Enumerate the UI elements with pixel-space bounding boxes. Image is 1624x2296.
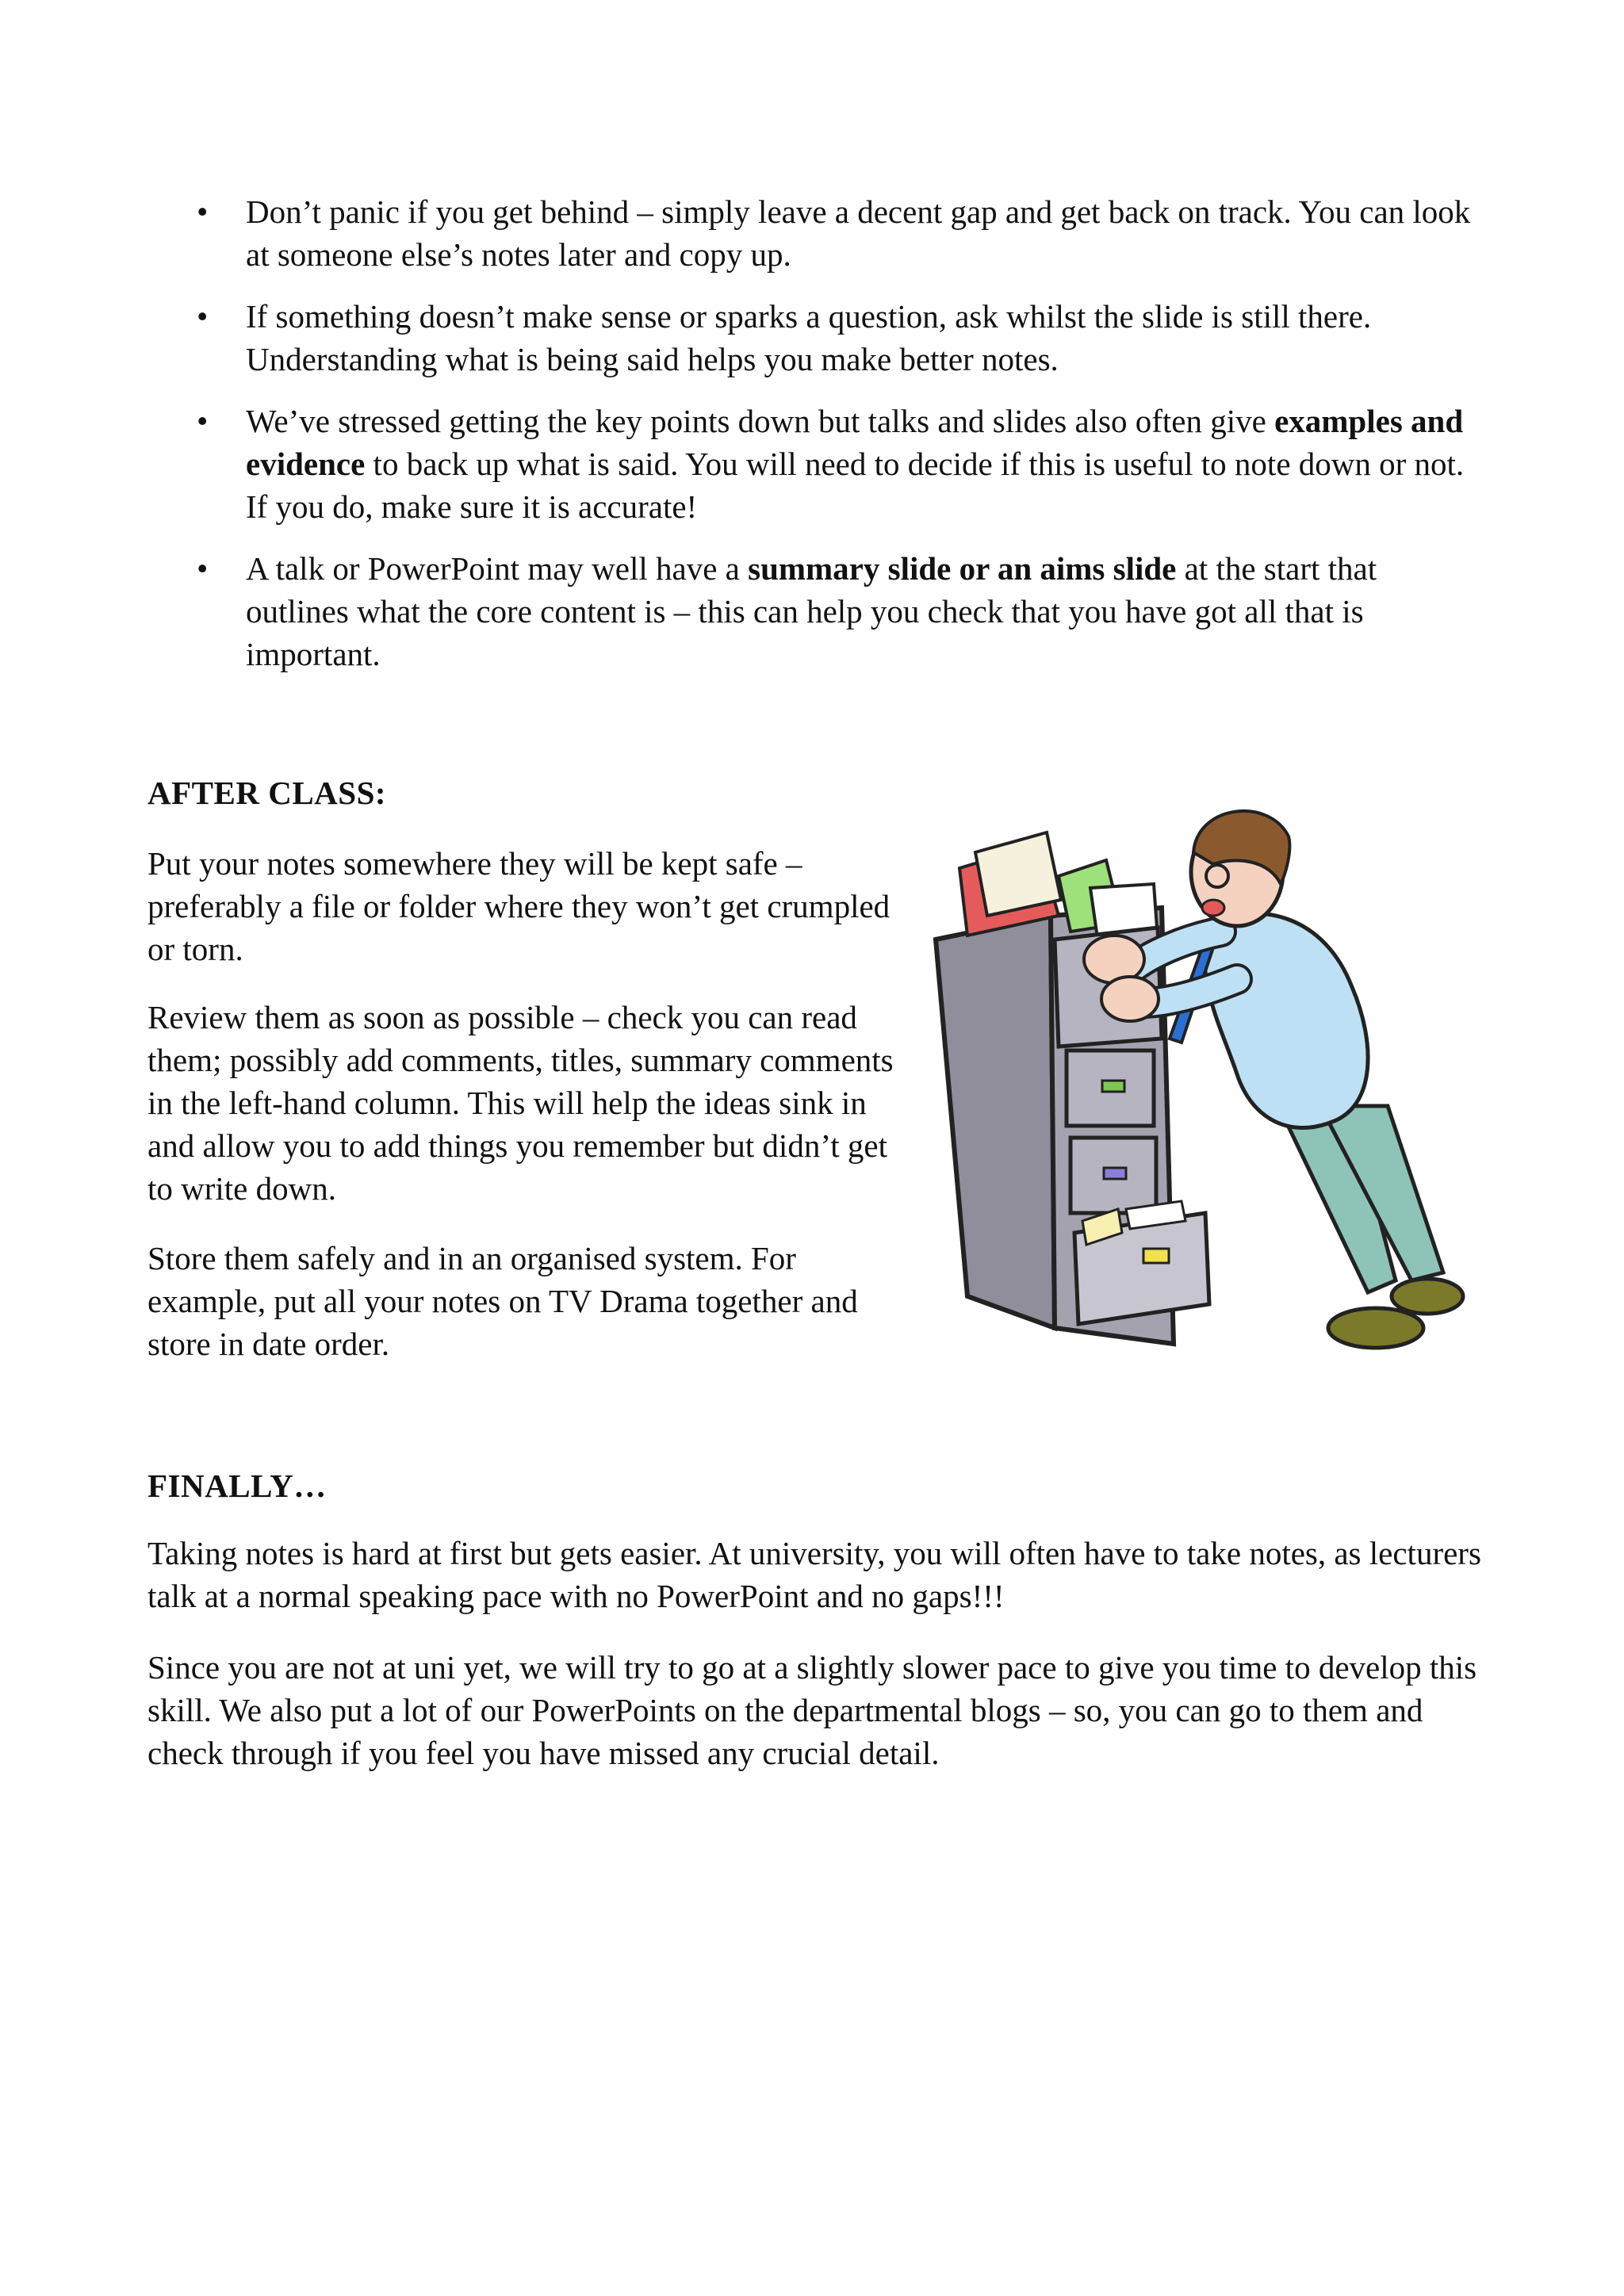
finally-paragraph-1: Taking notes is hard at first but gets easier. At university, you will often have to take notes, as lecturers talk at a normal speaking pace with no PowerPoint and no gaps!!! bbox=[147, 1535, 1481, 1614]
bullet-text bbox=[246, 193, 1470, 273]
bullet-text bbox=[246, 298, 1371, 377]
bullet-run-text: to back up what is said. You will need to decide if this is useful to note down or not. If you do, make sure it is accurate! bbox=[246, 446, 1465, 525]
after-class-heading: AFTER CLASS: bbox=[147, 775, 387, 811]
drawer-label-shape bbox=[1104, 1168, 1126, 1179]
bullet-run-text: at the start that outlines what the core content is – this can help you check that you have got all that is important. bbox=[246, 550, 1377, 672]
after-class-paragraph-2: Review them as soon as possible – check you can read them; possibly add comments, titles, summary comments in the left-hand column. This will help the ideas sink in and allow you to add things you remember but didn’t get to write down. bbox=[147, 999, 894, 1207]
bullet-emphasis-text: examples and evidence bbox=[246, 403, 1464, 482]
bullet-item bbox=[182, 295, 1483, 381]
man-mouth-shape bbox=[1202, 900, 1224, 916]
bullet-text bbox=[246, 550, 1377, 672]
finally-heading: FINALLY… bbox=[147, 1468, 327, 1504]
bullet-dot: • bbox=[197, 403, 209, 439]
paper-shape bbox=[975, 832, 1061, 916]
bullet-dot: • bbox=[197, 193, 209, 230]
man-shoe-shape bbox=[1392, 1279, 1463, 1314]
bullet-run-text: A talk or PowerPoint may well have a bbox=[246, 550, 749, 587]
bullet-item bbox=[182, 400, 1483, 528]
bullet-dot: • bbox=[197, 550, 209, 587]
bullet-run-text: We’ve stressed getting the key points down but talks and slides also often give bbox=[246, 403, 1275, 439]
filing-cabinet-illustration bbox=[920, 789, 1475, 1368]
bullet-emphasis-text: summary slide or an aims slide bbox=[748, 550, 1177, 587]
drawer-label-shape bbox=[1143, 1249, 1169, 1263]
bullet-item bbox=[182, 547, 1483, 675]
after-class-paragraph-3: Store them safely and in an organised system. For example, put all your notes on TV Drama together and store in date order. bbox=[147, 1240, 858, 1362]
after-class-paragraph-1: Put your notes somewhere they will be kept safe – preferably a file or folder where they won’t get crumpled or torn. bbox=[147, 845, 891, 967]
bullet-item bbox=[182, 190, 1483, 276]
bullet-dot: • bbox=[197, 298, 209, 335]
man-shoe-shape bbox=[1328, 1308, 1423, 1348]
man-hand-shape bbox=[1101, 977, 1159, 1021]
cabinet-side-shape bbox=[936, 916, 1055, 1328]
bullet-text bbox=[246, 403, 1464, 525]
tips-bullet-list bbox=[182, 190, 1483, 695]
bullet-run-text: Don’t panic if you get behind – simply leave a decent gap and get back on track. You can look at someone else’s notes later and copy up. bbox=[246, 193, 1471, 273]
drawer-label-shape bbox=[1102, 1081, 1124, 1092]
finally-paragraph-2: Since you are not at uni yet, we will try to go at a slightly slower pace to give you time to develop this skill. We also put a lot of our PowerPoints on the departmental blogs – so, you can go to them and check through if you feel you have missed any crucial detail. bbox=[147, 1649, 1477, 1771]
bullet-run-text: If something doesn’t make sense or sparks a question, ask whilst the slide is still there. Understanding what is being said helps you make better notes. bbox=[246, 298, 1372, 377]
